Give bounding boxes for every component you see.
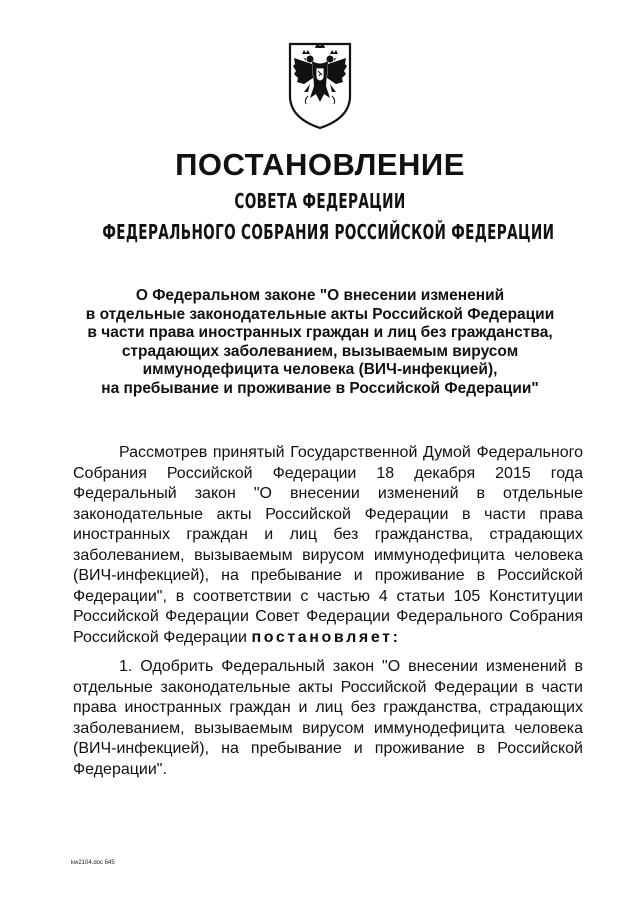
preamble-line [73,628,583,649]
preamble-line: Федеральный закон "О внесении изменений в отдельные [73,485,583,502]
preamble-line: Рассмотрев принятый Государственной Думой Федерального [119,444,583,461]
document-subtitle-council: СОВЕТА ФЕДЕРАЦИИ [234,189,406,213]
document-title: ПОСТАНОВЛЕНИЕ [175,147,465,182]
item-line: (ВИЧ-инфекцией), на пребывание и проживание в Российской [73,740,583,757]
preamble-line-text: Российской Федерации [73,628,247,646]
decree-word: постановляет: [251,628,401,646]
subject-line: иммунодефицита человека (ВИЧ-инфекцией), [142,361,498,379]
subject-line: в части права иностранных граждан и лиц без гражданства, [87,324,553,342]
preamble-line: (ВИЧ-инфекцией), на пребывание и проживание в Российской [73,567,583,584]
item-line: заболеванием, вызываемым вирусом иммунодефицита человека [73,719,583,737]
preamble-line: Федерации", в соответствии с частью 4 статьи 105 Конституции [73,587,583,605]
subject-line: на пребывание и проживание в Российской Федерации" [101,379,539,397]
footer-file-code: kw2104.doc 645 [71,860,115,866]
preamble-line: иностранных граждан и лиц без гражданства, страдающих [73,526,583,543]
resolution-subject [60,287,580,399]
subject-line: в отдельные законодательные акты Российской Федерации [85,305,555,323]
document-subtitle-assembly: ФЕДЕРАЛЬНОГО СОБРАНИЯ РОССИЙСКОЙ ФЕДЕРАЦИИ [102,220,555,244]
item-line: права иностранных граждан и лиц без гражданства, страдающих [73,699,583,716]
item-line: Федерации". [73,760,167,778]
item-1-paragraph [73,657,583,780]
subject-line: О Федеральном законе "О внесении изменений [135,287,505,304]
preamble-line: Российской Федерации Совет Федерации Федерального Собрания [73,608,583,625]
item-line: 1. Одобрить Федеральный закон "О внесении изменений в [119,658,583,675]
item-line: отдельные законодательные акты Российской Федерации в части [73,678,583,696]
preamble-line: законодательные акты Российской Федерации в части права [73,505,583,523]
preamble-line: заболеванием, вызываемым вирусом иммунодефицита человека [73,546,583,564]
preamble-paragraph [73,443,583,648]
subject-line: страдающих заболеванием, вызываемым вирусом [121,342,519,360]
coat-of-arms-emblem [284,38,356,130]
preamble-line: Собрания Российской Федерации 18 декабря 2015 года [73,464,583,482]
